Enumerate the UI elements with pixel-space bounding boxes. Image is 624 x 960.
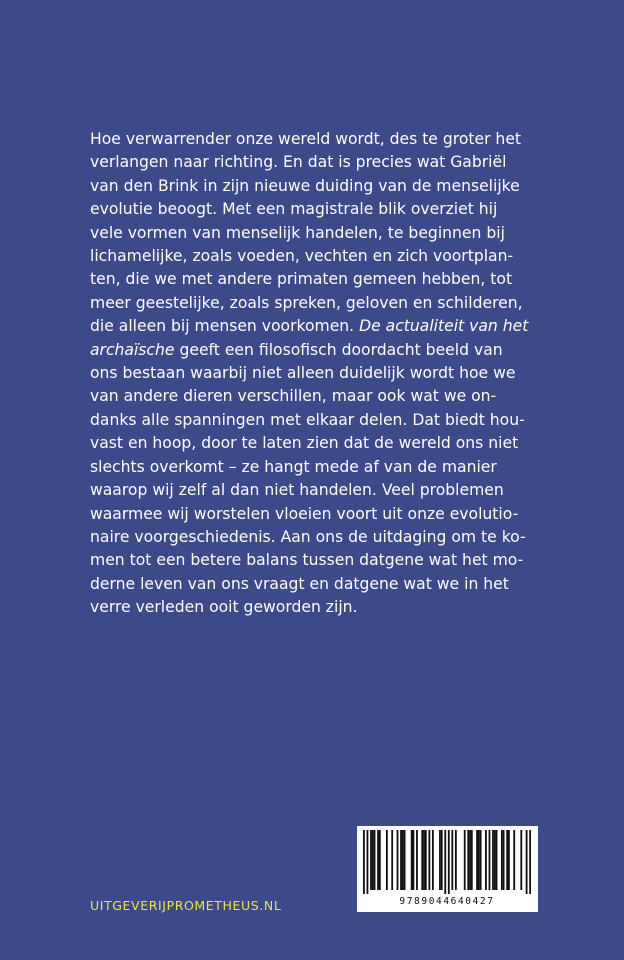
barcode-bar	[411, 830, 413, 890]
barcode-bar	[386, 830, 388, 890]
barcode-bar	[496, 830, 498, 890]
barcode-bar	[480, 830, 482, 890]
barcode-bar	[416, 830, 418, 890]
blurb-text: geeft een filosofisch doordacht beeld van	[179, 340, 503, 359]
blurb-line: men tot een betere balans tussen datgene wat het mo-	[90, 551, 524, 570]
blurb-text: die alleen bij mensen voorkomen.	[90, 317, 355, 336]
barcode-bar	[400, 830, 402, 890]
barcode-bar	[423, 830, 425, 890]
barcode-bar	[402, 830, 404, 890]
blurb-line: van andere dieren verschillen, maar ook wat we on-	[90, 387, 497, 406]
barcode-bar	[421, 830, 423, 890]
barcode-bar	[441, 830, 443, 890]
barcode-bar	[455, 830, 457, 890]
barcode-bars	[363, 830, 531, 894]
blurb-line: ten, die we met andere primaten gemeen hebben, tot	[90, 270, 513, 289]
publisher-url: UITGEVERIJPROMETHEUS.NL	[90, 898, 282, 913]
barcode-bar	[494, 830, 496, 890]
blurb-line: verre verleden ooit geworden zijn.	[90, 598, 358, 617]
barcode-bar	[370, 830, 372, 890]
barcode-bar	[471, 830, 473, 890]
blurb-line: verlangen naar richting. En dat is precies wat Gabriël	[90, 153, 507, 172]
blurb-line: vast en hoop, door te laten zien dat de wereld ons niet	[90, 434, 519, 453]
blurb-line-with-title	[90, 315, 540, 338]
blurb-line: lichamelijke, zoals voeden, vechten en zich voortplan-	[90, 247, 514, 266]
blurb-line: van den Brink in zijn nieuwe duiding van de menselijke	[90, 176, 520, 195]
isbn-number: 9789044640427	[399, 896, 495, 907]
barcode-bar	[506, 830, 508, 890]
barcode-bar	[432, 830, 434, 890]
barcode-bar	[444, 830, 446, 894]
blurb-line: danks alle spanningen met elkaar delen. Dat biedt hou-	[90, 410, 525, 429]
blurb-line: evolutie beoogt. Met een magistrale blik overziet hij	[90, 200, 498, 219]
barcode-bar	[451, 830, 453, 890]
back-cover-blurb	[90, 128, 540, 620]
blurb-line: derne leven van ons vraagt en datgene wat we in het	[90, 574, 509, 593]
barcode-bar	[489, 830, 491, 890]
blurb-line: slechts overkomt – ze hangt mede af van de manier	[90, 457, 497, 476]
blurb-line: naire voorgeschiedenis. Aan ons de uitdaging om te ko-	[90, 527, 526, 546]
barcode	[357, 826, 538, 912]
barcode-bar	[377, 830, 379, 890]
barcode-bar	[501, 830, 503, 890]
barcode-bar	[503, 830, 505, 890]
blurb-line: Hoe verwarrender onze wereld wordt, des te groter het	[90, 130, 522, 148]
barcode-bar	[513, 830, 515, 890]
barcode-bar	[508, 830, 510, 890]
barcode-bar	[467, 830, 469, 890]
barcode-bar	[478, 830, 480, 890]
barcode-bar	[413, 830, 415, 890]
book-title-italic: De actualiteit van het	[359, 317, 529, 336]
barcode-bar	[372, 830, 374, 890]
barcode-bar	[448, 830, 450, 894]
barcode-bar	[367, 830, 369, 894]
barcode-bar	[425, 830, 427, 890]
blurb-line: vele vormen van menselijk handelen, te beginnen bij	[90, 223, 505, 242]
barcode-bar	[397, 830, 399, 890]
barcode-bar	[464, 830, 466, 890]
barcode-bar	[428, 830, 430, 890]
barcode-bar	[529, 830, 531, 894]
barcode-bar	[526, 830, 528, 894]
blurb-line: waarmee wij worstelen vloeien voort uit onze evolutio-	[90, 504, 519, 523]
blurb-line: waarop wij zelf al dan niet handelen. Veel problemen	[90, 481, 504, 500]
barcode-bar	[363, 830, 365, 894]
book-title-italic: archaïsche	[90, 340, 175, 359]
blurb-line: meer geestelijke, zoals spreken, geloven en schilderen,	[90, 293, 523, 312]
blurb-line-with-title	[90, 339, 540, 362]
barcode-bar	[404, 830, 406, 890]
barcode-bar	[492, 830, 494, 890]
barcode-bar	[469, 830, 471, 890]
barcode-bar	[374, 830, 376, 890]
barcode-bar	[379, 830, 381, 890]
barcode-bar	[520, 830, 522, 890]
blurb-line: ons bestaan waarbij niet alleen duidelijk wordt hoe we	[90, 364, 516, 383]
barcode-bar	[476, 830, 478, 890]
barcode-bar	[485, 830, 487, 890]
barcode-bar	[439, 830, 441, 890]
barcode-bar	[391, 830, 393, 890]
